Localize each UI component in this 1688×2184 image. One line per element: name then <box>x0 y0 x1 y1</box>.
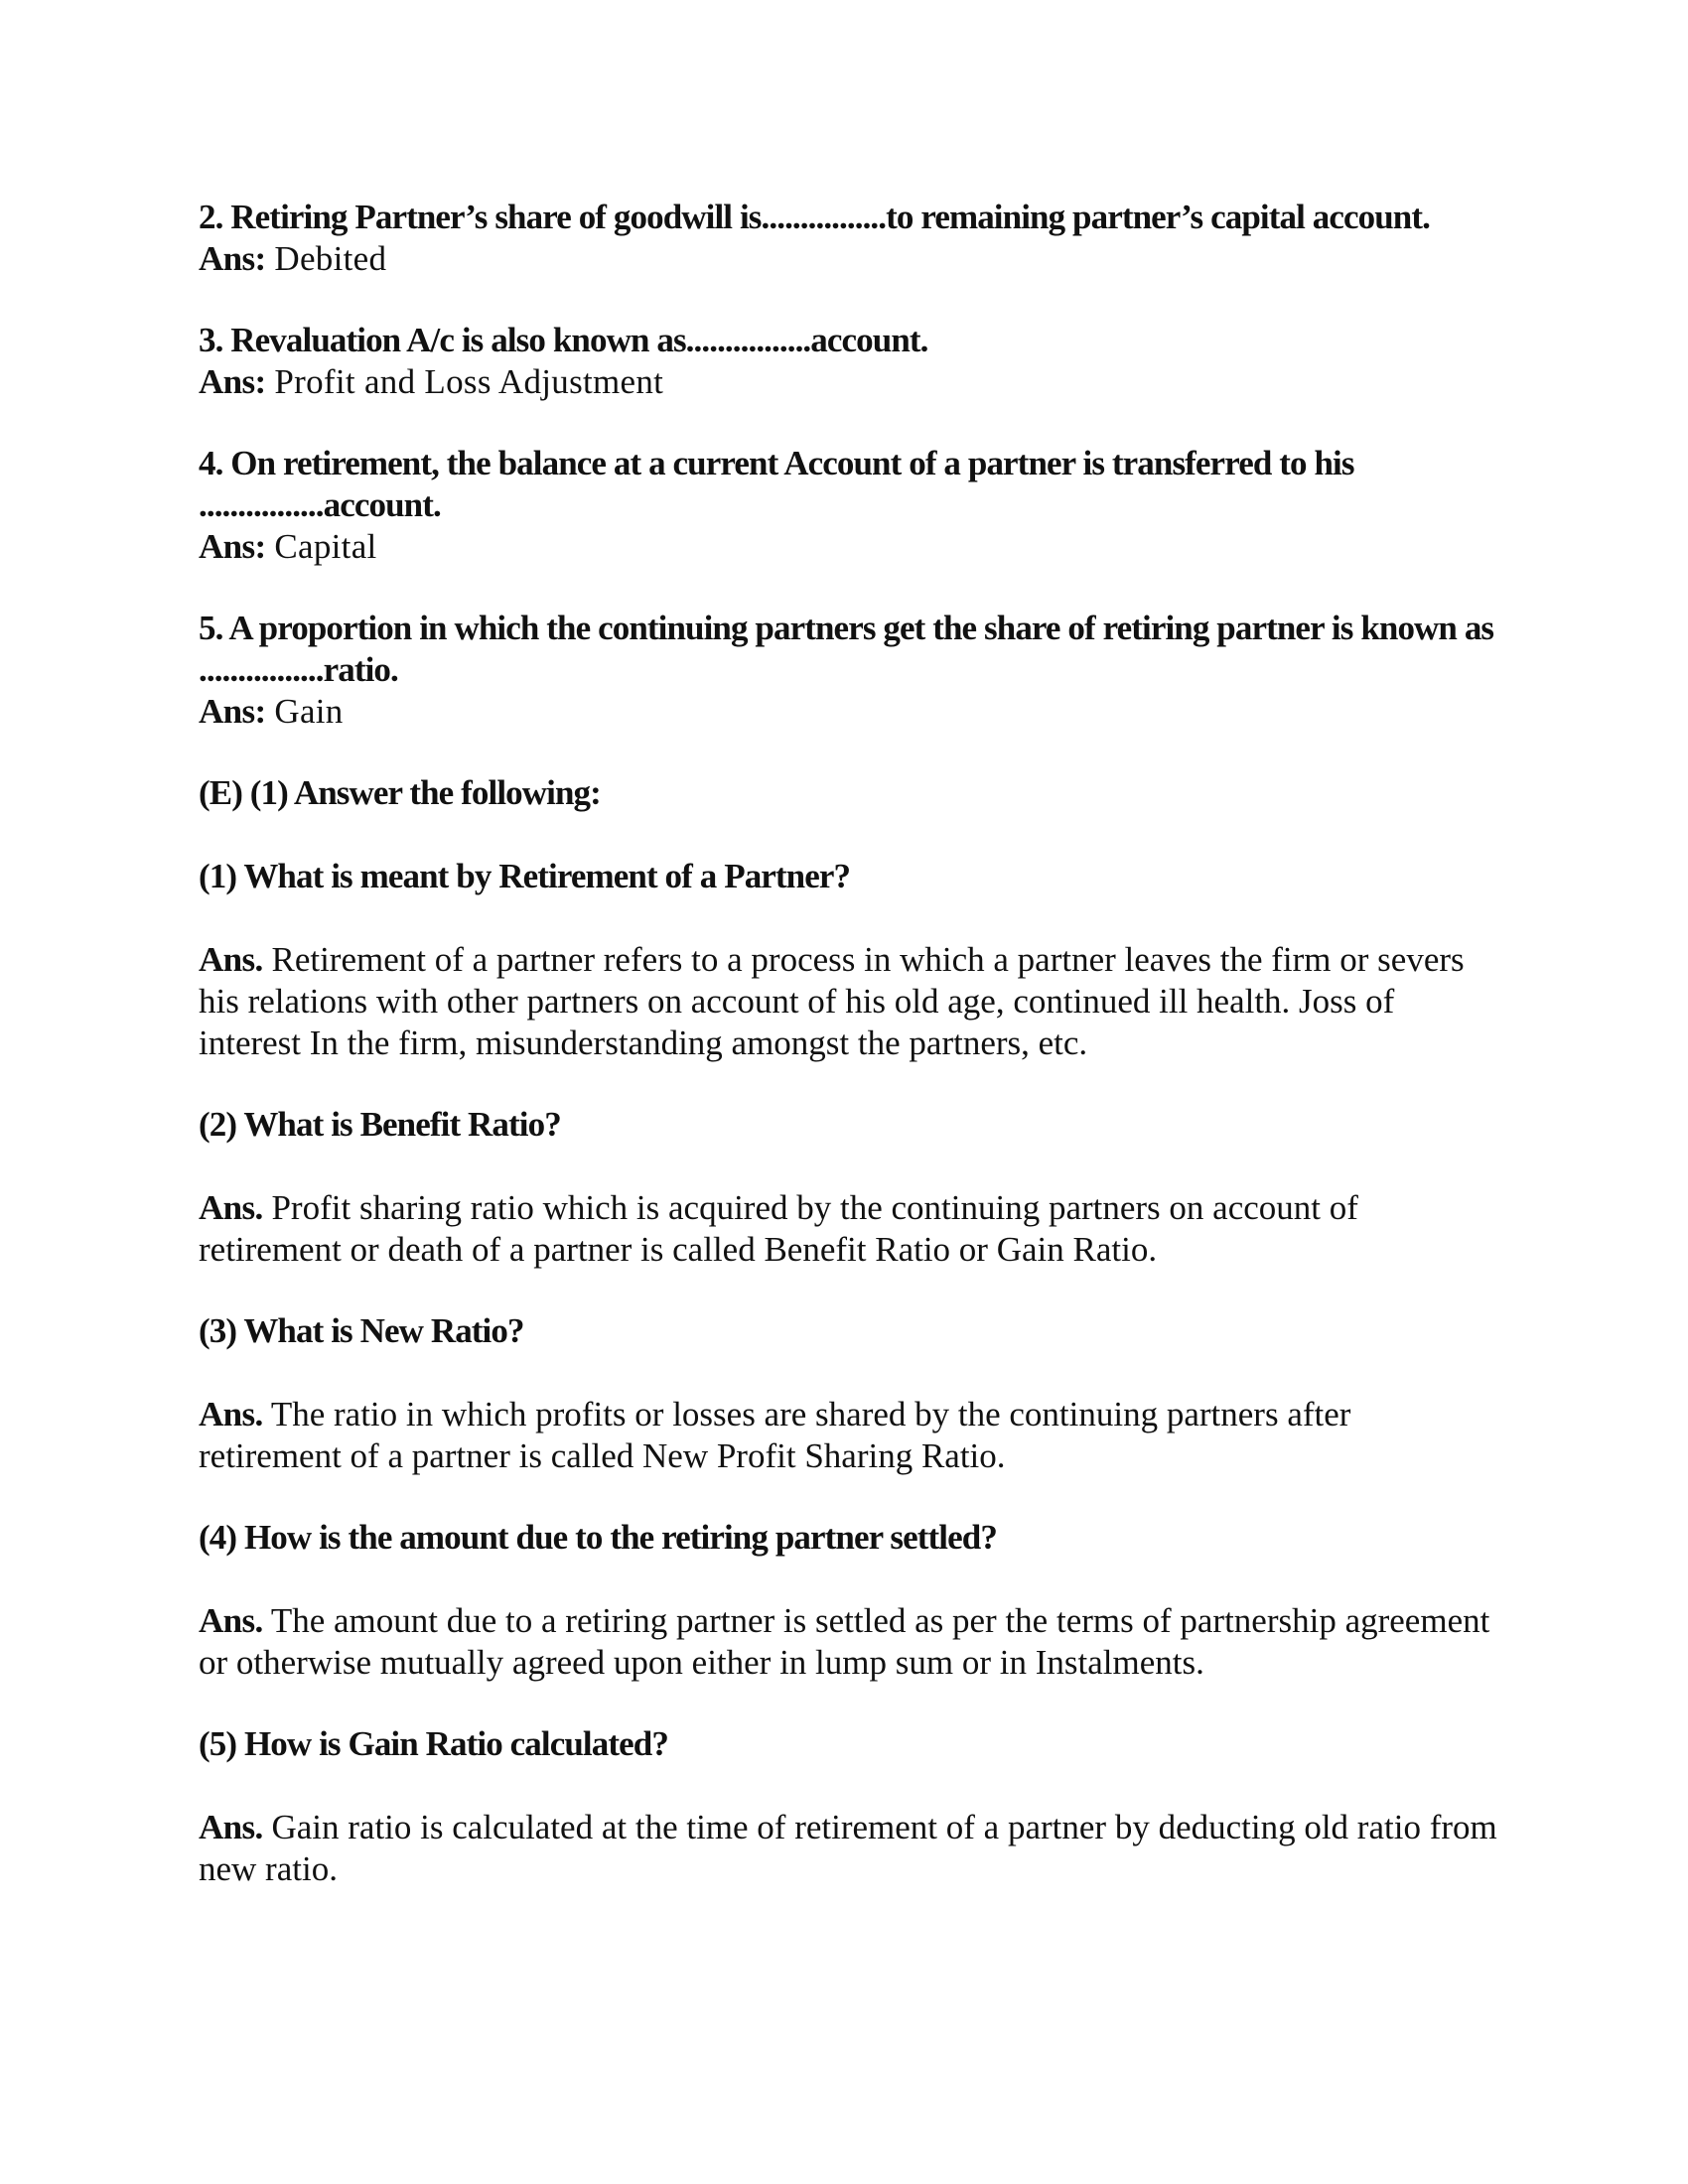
answer-label: Ans: <box>199 692 266 731</box>
fill-blank-question: 3. Revaluation A/c is also known as................account. <box>199 321 928 359</box>
fill-blank-item <box>199 443 1499 568</box>
fill-blank-question: 4. On retirement, the balance at a current Account of a partner is transferred to his ................account. <box>199 444 1354 524</box>
answer-text: The ratio in which profits or losses are shared by the continuing partners after retirement of a partner is called New Profit Sharing Ratio. <box>199 1395 1351 1475</box>
answer-text: The amount due to a retiring partner is settled as per the terms of partnership agreement or otherwise mutually agreed upon either in lump sum or in Instalments. <box>199 1601 1490 1682</box>
fill-blank-question: 5. A proportion in which the continuing partners get the share of retiring partner is known as ................ratio. <box>199 609 1494 689</box>
answer-label: Ans: <box>199 362 266 401</box>
qa-question: (2) What is Benefit Ratio? <box>199 1105 561 1144</box>
qa-question: (1) What is meant by Retirement of a Partner? <box>199 857 851 895</box>
fill-blank-item <box>199 320 1499 403</box>
document-body <box>199 197 1499 1930</box>
qa-answer <box>199 1394 1499 1477</box>
section-heading: (E) (1) Answer the following: <box>199 773 601 812</box>
answer-label: Ans. <box>199 1395 263 1433</box>
fill-blank-answer <box>199 526 1499 568</box>
answer-text: Profit and Loss Adjustment <box>274 362 664 401</box>
answer-text: Retirement of a partner refers to a process in which a partner leaves the firm or severs his relations with other partners on account of his old age, continued ill health. Joss of interest In the firm, misunderstanding amongst the partners, etc. <box>199 940 1465 1062</box>
qa-answer <box>199 939 1499 1064</box>
qa-question: (4) How is the amount due to the retiring partner settled? <box>199 1518 997 1557</box>
qa-answer <box>199 1187 1499 1271</box>
qa-answer <box>199 1807 1499 1890</box>
answer-label: Ans. <box>199 1601 263 1640</box>
answer-text: Gain <box>274 692 344 731</box>
fill-blank-answer <box>199 238 1499 280</box>
qa-answer <box>199 1600 1499 1684</box>
fill-blank-answer <box>199 691 1499 733</box>
answer-text: Debited <box>274 239 387 278</box>
fill-blank-item <box>199 197 1499 280</box>
answer-label: Ans. <box>199 1188 263 1227</box>
answer-text: Capital <box>274 527 377 566</box>
fill-blank-item <box>199 608 1499 733</box>
answer-label: Ans: <box>199 527 266 566</box>
qa-question: (5) How is Gain Ratio calculated? <box>199 1724 668 1763</box>
answer-label: Ans. <box>199 1808 263 1846</box>
fill-blank-question: 2. Retiring Partner’s share of goodwill is................to remaining partner’s capital account. <box>199 198 1430 236</box>
answer-label: Ans. <box>199 940 263 979</box>
answer-label: Ans: <box>199 239 266 278</box>
answer-text: Gain ratio is calculated at the time of retirement of a partner by deducting old ratio from new ratio. <box>199 1808 1497 1888</box>
fill-blank-answer <box>199 361 1499 403</box>
qa-question: (3) What is New Ratio? <box>199 1311 524 1350</box>
answer-text: Profit sharing ratio which is acquired by the continuing partners on account of retirement or death of a partner is called Benefit Ratio or Gain Ratio. <box>199 1188 1358 1269</box>
